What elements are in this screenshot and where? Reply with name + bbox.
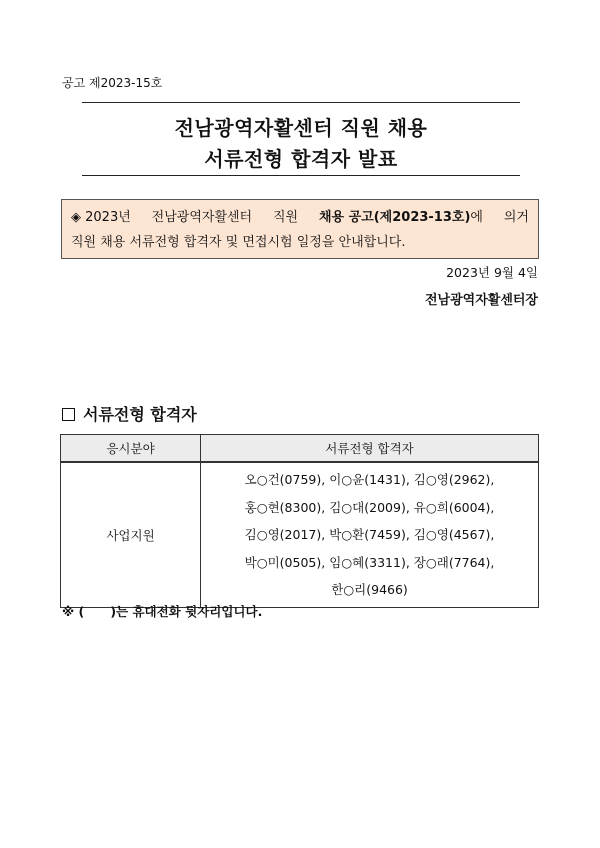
table-header-row	[61, 435, 539, 463]
field-cell: 사업지원	[61, 462, 201, 607]
header-passers: 서류전형 합격자	[201, 435, 539, 463]
intro-line2: 직원 채용 서류전형 합격자 및 면접시험 일정을 안내합니다.	[71, 235, 406, 250]
issuing-organization: 전남광역자활센터장	[424, 293, 538, 308]
intro-notice-box	[61, 199, 539, 259]
intro-segment: 직원	[272, 210, 299, 225]
section-heading	[62, 402, 197, 425]
intro-bold-reference: 채용 공고(제2023-13호)	[318, 210, 471, 225]
title-top-rule	[82, 102, 520, 103]
title-bottom-rule	[82, 175, 520, 176]
passer-line: 오○건(0759), 이○윤(1431), 김○영(2962),	[244, 472, 495, 487]
intro-line1	[71, 205, 529, 230]
results-table	[60, 434, 539, 608]
passer-line: 김○영(2017), 박○환(7459), 김○영(4567),	[244, 527, 495, 542]
section-heading-text: 서류전형 합격자	[83, 405, 197, 424]
square-bullet-icon	[62, 408, 75, 421]
document-title-line2: 서류전형 합격자 발표	[204, 147, 398, 171]
passer-line: 박○미(0505), 임○혜(3311), 장○래(7764),	[244, 554, 495, 570]
intro-segment: 채용 공고(제2023-13호)에	[318, 210, 483, 225]
footnote: ※ ( )는 휴대전화 뒷자리입니다.	[62, 604, 263, 619]
document-title-line1: 전남광역자활센터 직원 채용	[174, 116, 428, 140]
intro-segment: 전남광역자활센터	[151, 210, 253, 225]
passer-line: 한○리(9466)	[331, 582, 408, 597]
table-row	[61, 462, 539, 607]
diamond-bullet-icon: ◈	[71, 210, 81, 225]
header-field: 응시분야	[61, 435, 201, 463]
passers-cell	[201, 462, 539, 607]
intro-segment: 의거	[503, 210, 529, 225]
passer-line: 홍○현(8300), 김○대(2009), 유○희(6004),	[244, 499, 495, 515]
notice-number: 공고 제2023-15호	[62, 76, 163, 90]
announcement-date: 2023년 9월 4일	[446, 265, 538, 280]
intro-segment: ◈ 2023년	[71, 210, 131, 225]
